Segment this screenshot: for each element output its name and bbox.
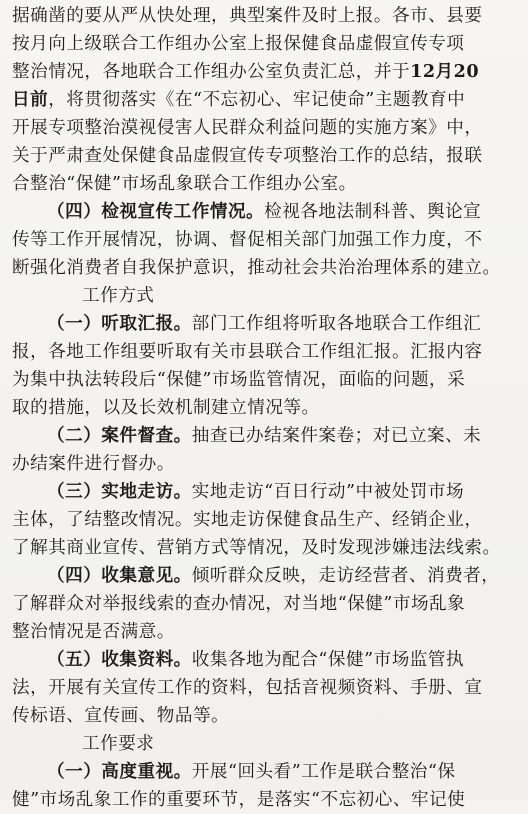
text-run: 主体，了结整改情况。实地走访保健食品生产、经销企业， <box>12 510 483 530</box>
text-run: 实地走访“百日行动”中被处罚市场 <box>191 482 465 502</box>
text-run: 抽查已办结案件案卷；对已立案、未 <box>191 426 482 446</box>
text-run: 整治情况是否满意。 <box>12 622 175 642</box>
bold-text: （四）收集意见。 <box>47 565 192 586</box>
text-run: 工作方式 <box>82 286 155 306</box>
document-body <box>12 2 516 814</box>
text-line <box>12 478 516 506</box>
text-line <box>12 450 516 478</box>
bold-text: 日前 <box>12 89 49 110</box>
text-line <box>12 142 516 170</box>
text-line <box>12 506 516 534</box>
text-line <box>12 114 516 142</box>
text-run: 办结案件进行督办。 <box>12 454 175 474</box>
text-line <box>12 590 516 618</box>
text-run: 了解群众对举报线索的查办情况，对当地“保健”市场乱象 <box>12 594 466 614</box>
text-line <box>12 646 516 674</box>
text-run: 取的措施，以及长效机制建立情况等。 <box>12 398 320 418</box>
text-run: 据确凿的要从严从快处理，典型案件及时上报。各市、县要 <box>12 6 483 26</box>
text-line <box>12 86 516 114</box>
text-run: 按月向上级联合工作组办公室上报保健食品虚假宣传专项 <box>12 34 465 54</box>
text-run: 整治情况，各地联合工作组办公室负责汇总，并于 <box>12 62 411 82</box>
text-line <box>12 310 516 338</box>
text-run: 法，开展有关宣传工作的资料，包括音视频资料、手册、宣 <box>12 678 483 698</box>
text-run: 关于严肃查处保健食品虚假宣传专项整治工作的总结，报联 <box>12 146 483 166</box>
bold-text: （四）检视宣传工作情况。 <box>47 201 265 222</box>
section-heading <box>12 282 516 310</box>
text-run: 收集各地为配合“保健”市场监管执 <box>191 650 465 670</box>
section-heading <box>12 730 516 758</box>
bold-text: （二）案件督查。 <box>47 425 192 446</box>
text-run: 传标语、宣传画、物品等。 <box>12 706 230 726</box>
text-line <box>12 562 516 590</box>
text-run: 报，各地工作组要听取有关市县联合工作组汇报。汇报内容 <box>12 342 483 362</box>
text-run: 为集中执法转段后“保健”市场监管情况，面临的问题，采 <box>12 370 466 390</box>
text-run: 传等工作开展情况，协调、督促相关部门加强工作力度，不 <box>12 230 483 250</box>
text-line <box>12 338 516 366</box>
text-run: 检视各地法制科普、舆论宣 <box>264 202 482 222</box>
text-line <box>12 394 516 422</box>
text-run: 工作要求 <box>82 734 155 754</box>
text-line <box>12 366 516 394</box>
text-line <box>12 198 516 226</box>
text-line <box>12 534 516 562</box>
text-run: 健”市场乱象工作的重要环节，是落实“不忘初心、牢记使 <box>12 790 466 810</box>
text-run: 开展专项整治漠视侵害人民群众利益问题的实施方案》中， <box>12 118 483 138</box>
text-line <box>12 786 516 814</box>
text-run: 合整治“保健”市场乱象联合工作组办公室。 <box>12 174 357 194</box>
text-line <box>12 422 516 450</box>
text-line <box>12 674 516 702</box>
text-run: 开展“回头看”工作是联合整治“保 <box>191 762 456 782</box>
text-run: 部门工作组将听取各地联合工作组汇 <box>191 314 482 334</box>
text-line <box>12 226 516 254</box>
text-line <box>12 58 516 86</box>
text-line <box>12 254 516 282</box>
text-line <box>12 702 516 730</box>
text-run: 倾听群众反映，走访经营者、消费者， <box>191 566 500 586</box>
text-line <box>12 2 516 30</box>
text-run: 断强化消费者自我保护意识，推动社会共治治理体系的建立。 <box>12 258 501 278</box>
bold-text: （五）收集资料。 <box>47 649 192 670</box>
text-line <box>12 618 516 646</box>
bold-text: （一）高度重视。 <box>47 761 192 782</box>
text-run: 了解其商业宣传、营销方式等情况，及时发现涉嫌违法线索。 <box>12 538 501 558</box>
bold-text: （三）实地走访。 <box>47 481 192 502</box>
bold-text: 12月20 <box>410 61 480 82</box>
text-run: ，将贯彻落实《在“不忘初心、牢记使命”主题教育中 <box>48 90 466 110</box>
text-line <box>12 758 516 786</box>
bold-text: （一）听取汇报。 <box>47 313 192 334</box>
text-line <box>12 30 516 58</box>
text-line <box>12 170 516 198</box>
